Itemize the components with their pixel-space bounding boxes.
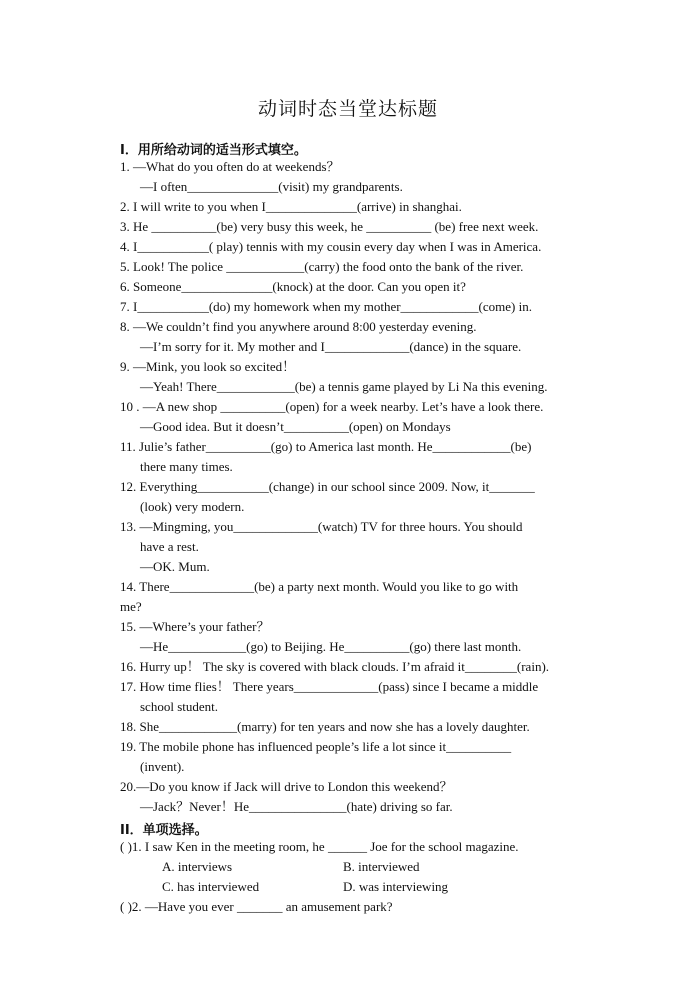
question-line: (look) very modern. bbox=[140, 499, 245, 514]
mc-option-a: A. interviews bbox=[162, 859, 233, 874]
mc-option-d: D. was interviewing bbox=[343, 879, 449, 894]
question-line: 11. Julie’s father__________(go) to America last month. He____________(be) bbox=[120, 439, 532, 454]
question-line: —Yeah! There____________(be) a tennis game played by Li Na this evening. bbox=[140, 379, 548, 394]
question-line: —Good idea. But it doesn’t__________(open) on Mondays bbox=[140, 419, 451, 434]
question-line: (invent). bbox=[140, 759, 185, 774]
section-2-heading: II．单项选择。 bbox=[120, 823, 208, 838]
question-line: —I’m sorry for it. My mother and I_____________(dance) in the square. bbox=[140, 339, 522, 354]
question-line: 5. Look! The police ____________(carry) the food onto the bank of the river. bbox=[120, 259, 524, 274]
question-line: 16. Hurry up！ The sky is covered with black clouds. I’m afraid it________(rain). bbox=[120, 659, 550, 674]
question-line: me? bbox=[120, 599, 142, 614]
mc-option-b: B. interviewed bbox=[343, 859, 420, 874]
question-line: there many times. bbox=[140, 459, 233, 474]
question-line: 7. I___________(do) my homework when my mother____________(come) in. bbox=[120, 299, 532, 314]
question-line: 4. I___________( play) tennis with my cousin every day when I was in America. bbox=[120, 239, 542, 254]
question-line: 19. The mobile phone has influenced people’s life a lot since it__________ bbox=[120, 739, 512, 754]
question-line: 20.—Do you know if Jack will drive to London this weekend？ bbox=[120, 779, 453, 794]
question-line: 15. —Where’s your father？ bbox=[120, 619, 270, 634]
question-line: school student. bbox=[140, 699, 218, 714]
question-line: 6. Someone______________(knock) at the door. Can you open it? bbox=[120, 279, 466, 294]
question-line: —Jack？Never！He_______________(hate) driving so far. bbox=[140, 799, 453, 814]
mc-question-1: ( )1. I saw Ken in the meeting room, he ______ Joe for the school magazine. bbox=[120, 839, 519, 854]
mc-option-c: C. has interviewed bbox=[162, 879, 260, 894]
question-line: 12. Everything___________(change) in our school since 2009. Now, it_______ bbox=[120, 479, 535, 494]
question-line: 3. He __________(be) very busy this week, he __________ (be) free next week. bbox=[120, 219, 539, 234]
question-line: 10 . —A new shop __________(open) for a week nearby. Let’s have a look there. bbox=[120, 399, 544, 414]
question-line: —OK. Mum. bbox=[140, 559, 210, 574]
question-line: 1. —What do you often do at weekends？ bbox=[120, 159, 340, 174]
section-1-heading: I．用所给动词的适当形式填空。 bbox=[120, 143, 307, 158]
page-title: 动词时态当堂达标题 bbox=[257, 98, 438, 120]
question-line: 17. How time flies！ There years_____________(pass) since I became a middle bbox=[120, 679, 539, 694]
mc-question-2: ( )2. —Have you ever _______ an amusement park? bbox=[120, 899, 393, 914]
question-line: 8. —We couldn’t find you anywhere around 8:00 yesterday evening. bbox=[120, 319, 477, 334]
question-line: 9. —Mink, you look so excited！ bbox=[120, 359, 296, 374]
question-line: —He____________(go) to Beijing. He__________(go) there last month. bbox=[140, 639, 522, 654]
question-line: 2. I will write to you when I______________(arrive) in shanghai. bbox=[120, 199, 462, 214]
question-line: —I often______________(visit) my grandparents. bbox=[140, 179, 403, 194]
question-line: 14. There_____________(be) a party next month. Would you like to go with bbox=[120, 579, 519, 594]
question-line: 18. She____________(marry) for ten years and now she has a lovely daughter. bbox=[120, 719, 530, 734]
question-line: 13. —Mingming, you_____________(watch) TV for three hours. You should bbox=[120, 519, 523, 534]
question-line: have a rest. bbox=[140, 539, 199, 554]
